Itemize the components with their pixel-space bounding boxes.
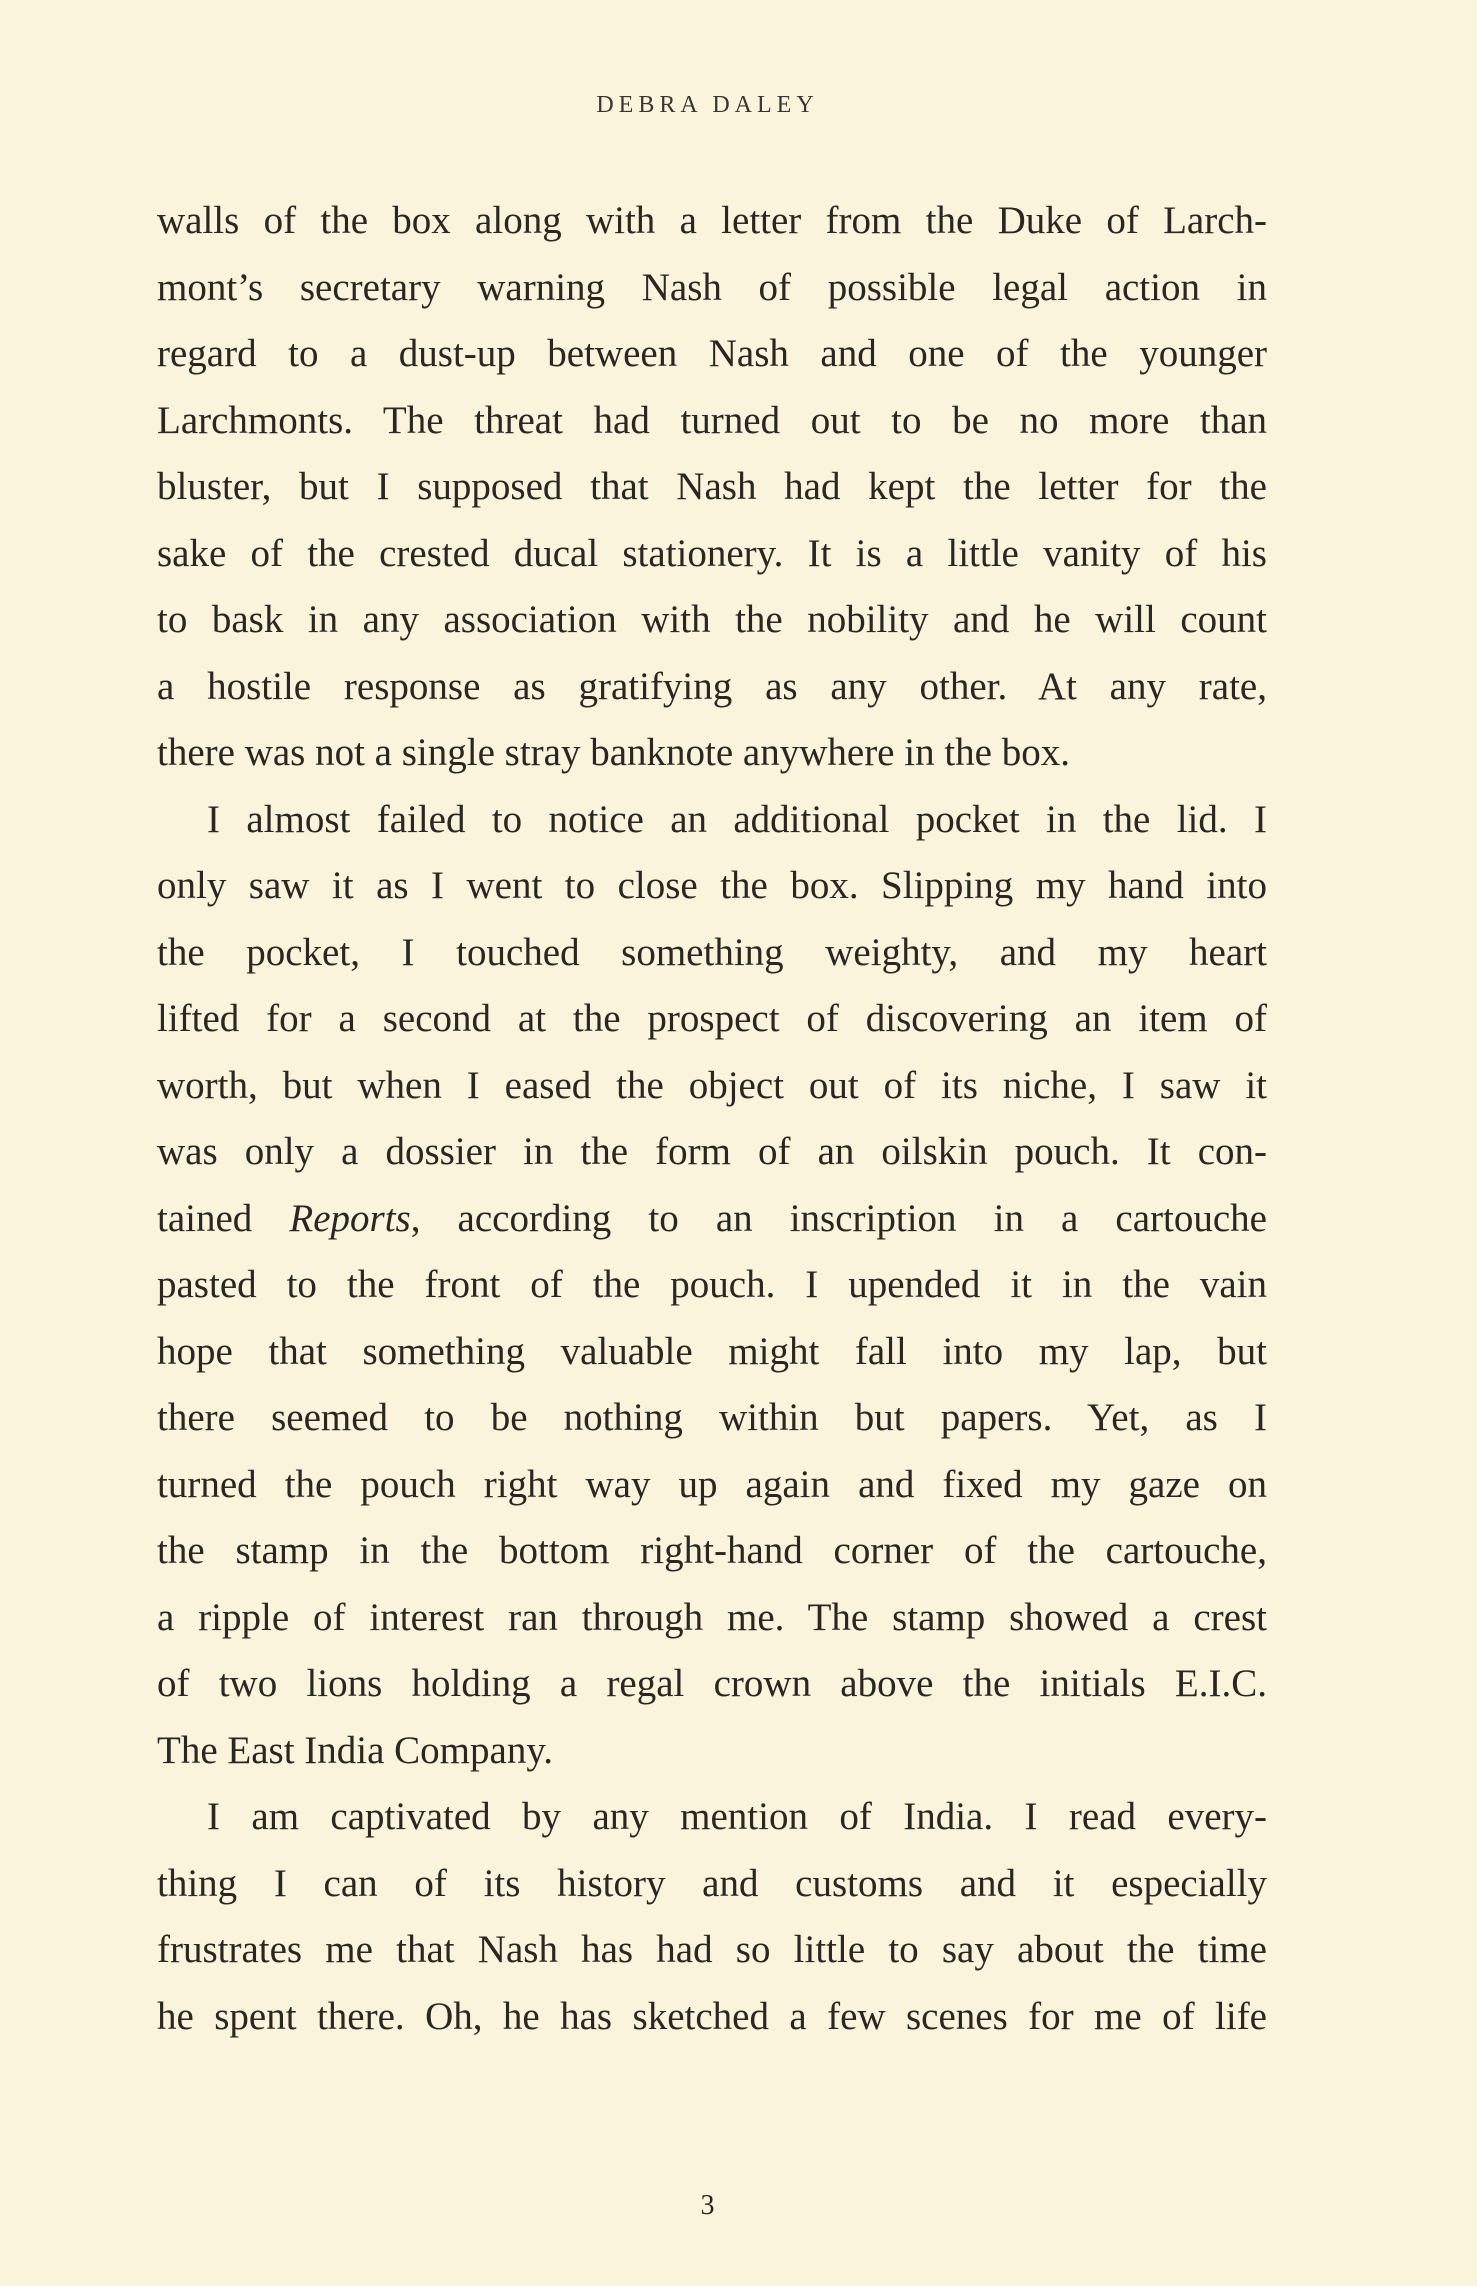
text-segment: was only a dossier in the form of an oilskin pouch. It con- (157, 1130, 1267, 1173)
text-segment: Larchmonts. The threat had turned out to be no more than (157, 398, 1267, 442)
text-line (157, 1385, 1267, 1452)
text-segment: a hostile response as gratifying as any other. At any rate, (157, 664, 1267, 708)
text-line (157, 1784, 1267, 1851)
text-segment: tained (157, 1196, 290, 1240)
text-line (157, 853, 1267, 920)
text-line (157, 1053, 1267, 1120)
text-segment: mont’s secretary warning Nash of possible legal action in (157, 265, 1267, 309)
text-line (157, 521, 1267, 588)
text-segment: there seemed to be nothing within but papers. Yet, as I (157, 1396, 1267, 1439)
text-segment: thing I can of its history and customs and it especially (157, 1861, 1267, 1905)
text-line (157, 188, 1267, 255)
text-segment: walls of the box along with a letter from the Duke of Larch- (157, 199, 1267, 242)
text-segment: regard to a dust-up between Nash and one of the younger (157, 332, 1267, 375)
text-line (157, 1252, 1267, 1319)
text-line (157, 787, 1267, 854)
text-line (157, 920, 1267, 987)
text-line (157, 454, 1267, 521)
text-segment: to bask in any association with the nobility and he will count (157, 598, 1267, 641)
text-line (157, 1119, 1267, 1186)
text-line (157, 1186, 1267, 1253)
text-line (157, 1518, 1267, 1585)
text-segment: frustrates me that Nash has had so little to say about the time (157, 1928, 1267, 1971)
text-line (157, 720, 1267, 787)
text-line (157, 1984, 1267, 2051)
text-segment: I almost failed to notice an additional pocket in the lid. I (207, 797, 1267, 841)
text-segment: The East India Company. (157, 1728, 554, 1772)
italic-text: Reports (289, 1196, 411, 1240)
text-line (157, 1851, 1267, 1918)
text-segment: turned the pouch right way up again and fixed my gaze on (157, 1462, 1267, 1506)
text-line (157, 321, 1267, 388)
text-line (157, 255, 1267, 322)
text-segment: bluster, but I supposed that Nash had kept the letter for the (157, 465, 1267, 508)
text-line (157, 1319, 1267, 1386)
text-line (157, 1452, 1267, 1519)
text-line (157, 1585, 1267, 1652)
text-line (157, 986, 1267, 1053)
text-segment: , according to an inscription in a cartouche (410, 1196, 1267, 1240)
text-segment: sake of the crested ducal stationery. It is a little vanity of his (157, 531, 1267, 575)
text-segment: hope that something valuable might fall into my lap, but (157, 1329, 1267, 1373)
text-segment: lifted for a second at the prospect of discovering an item of (157, 997, 1267, 1040)
text-segment: there was not a single stray banknote anywhere in the box. (157, 731, 1070, 774)
text-line (157, 654, 1267, 721)
text-line (157, 1718, 1267, 1785)
text-segment: only saw it as I went to close the box. Slipping my hand into (157, 864, 1267, 907)
page-number: 3 (700, 2190, 715, 2221)
text-line (157, 388, 1267, 455)
text-segment: a ripple of interest ran through me. The stamp showed a crest (157, 1595, 1267, 1639)
text-line (157, 1651, 1267, 1718)
text-segment: of two lions holding a regal crown above the initials E.I.C. (157, 1662, 1267, 1705)
body-text (157, 188, 1267, 2050)
text-segment: I am captivated by any mention of India. I read every- (207, 1795, 1267, 1838)
text-segment: the stamp in the bottom right-hand corner of the cartouche, (157, 1529, 1267, 1572)
text-segment: pasted to the front of the pouch. I upended it in the vain (157, 1263, 1267, 1306)
text-segment: worth, but when I eased the object out of its niche, I saw it (157, 1063, 1267, 1107)
text-segment: the pocket, I touched something weighty, and my heart (157, 930, 1267, 974)
text-line (157, 1917, 1267, 1984)
text-segment: he spent there. Oh, he has sketched a few scenes for me of life (157, 1994, 1267, 2038)
text-line (157, 587, 1267, 654)
running-head: DEBRA DALEY (596, 92, 819, 118)
